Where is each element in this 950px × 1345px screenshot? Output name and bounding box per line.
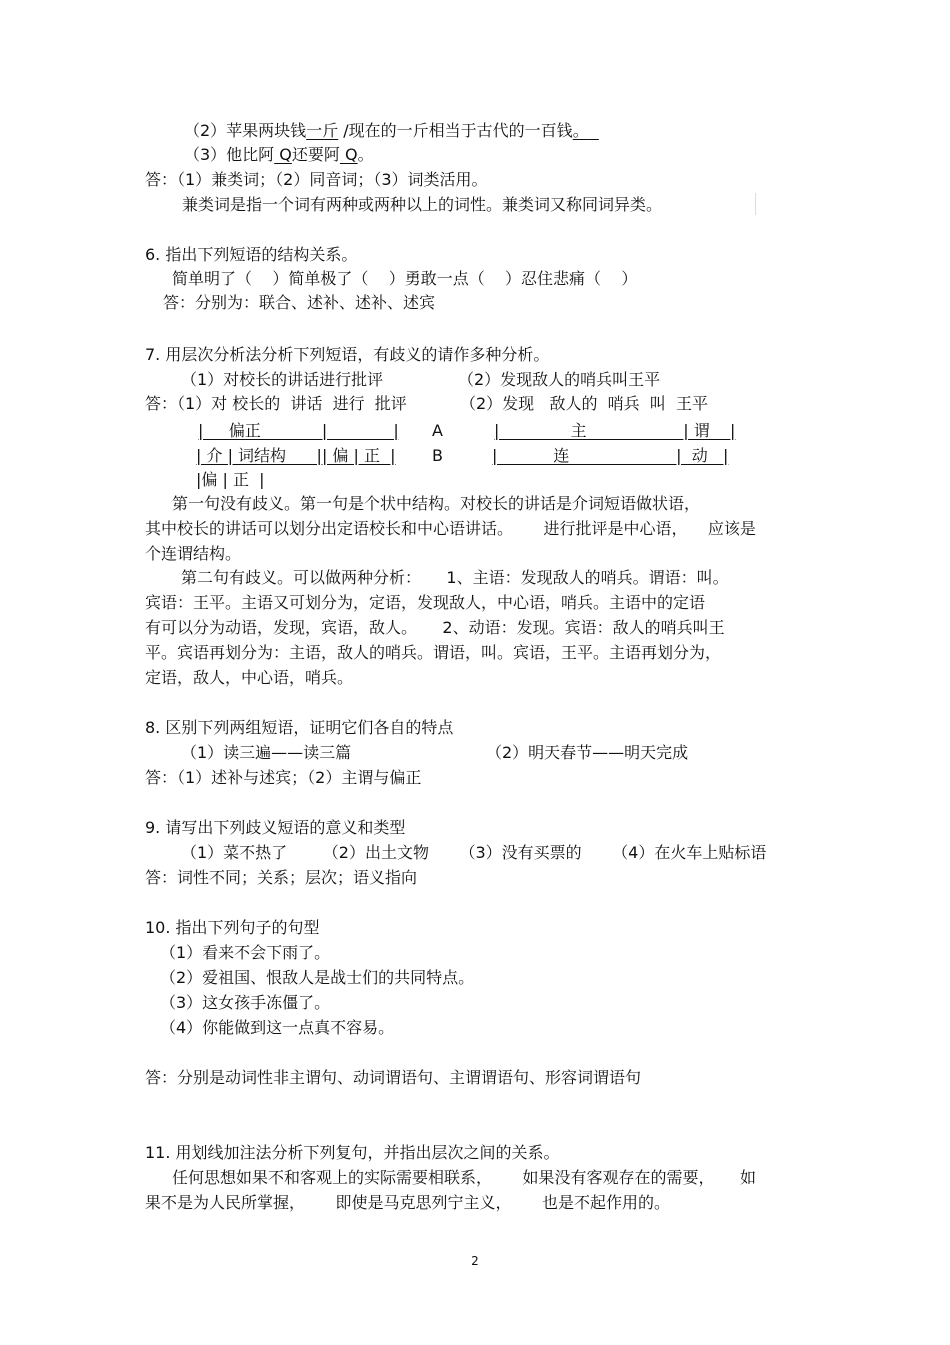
- q8-item-1: （1）读三遍——读三篇: [181, 743, 352, 762]
- q7-item-2: （2）发现敌人的哨兵叫王平: [458, 370, 661, 389]
- q8-item-2: （2）明天春节——明天完成: [486, 743, 689, 762]
- q10-item-1: （1）看来不会下雨了。: [160, 943, 331, 962]
- q9-items: （1）菜不热了 （2）出土文物 （3）没有买票的 （4）在火车上贴标语: [181, 843, 767, 862]
- q7-answer-2: （2）发现 敌人的 哨兵 叫 王平: [460, 394, 708, 413]
- q11-text-line1: 任何思想如果不和客观上的实际需要相联系， 如果没有客观存在的需要， 如: [172, 1168, 756, 1187]
- q8-title: 8. 区别下列两组短语，证明它们各自的特点: [145, 718, 454, 737]
- q7-para2-line2: 宾语：王平。主语又可划分为，定语，发现敌人，中心语，哨兵。主语中的定语: [145, 593, 706, 612]
- diagram-row1-mark: A: [432, 421, 443, 440]
- q7-para2-line1: 第二句有歧义。可以做两种分析： 1、主语：发现敌人的哨兵。谓语：叫。: [181, 568, 729, 587]
- q7-para2-line5: 定语，敌人，中心语，哨兵。: [145, 668, 354, 687]
- diagram-row3: |偏 | 正 |: [196, 470, 265, 489]
- q7-item-1: （1）对校长的讲话进行批评: [181, 370, 384, 389]
- q6-items: 简单明了（ ）简单极了（ ）勇敢一点（ ）忍住悲痛（ ）: [172, 269, 638, 288]
- diagram-row2-mark: B: [432, 446, 443, 465]
- q5-explanation: 兼类词是指一个词有两种或两种以上的词性。兼类词又称同词异类。: [182, 195, 663, 214]
- q7-para1-line1: 第一句没有歧义。第一句是个状中结构。对校长的讲话是介词短语做状语，: [172, 494, 701, 513]
- q10-item-2: （2）爱祖国、恨敌人是战士们的共同特点。: [160, 968, 475, 987]
- q6-title: 6. 指出下列短语的结构关系。: [145, 245, 358, 264]
- q8-answer: 答：（1）述补与述宾；（2）主谓与偏正: [145, 768, 422, 787]
- q7-para1-line3: 个连谓结构。: [145, 544, 242, 563]
- q11-title: 11. 用划线加注法分析下列复句，并指出层次之间的关系。: [145, 1143, 560, 1162]
- page-number: 2: [471, 1254, 479, 1268]
- diagram-row2-left: | 介 | 词结构 || 偏 | 正 |: [196, 446, 396, 465]
- q5-item-2: （2）苹果两块钱一斤 /现在的一斤相当于古代的一百钱。: [184, 121, 589, 140]
- diagram-row1-left: | 偏正 | |: [198, 421, 399, 440]
- q7-para1-line2: 其中校长的讲话可以划分出定语校长和中心语讲话。 进行批评是中心语， 应该是: [145, 519, 756, 538]
- q10-item-4: （4）你能做到这一点真不容易。: [160, 1018, 395, 1037]
- q7-para2-line3: 有可以分为动语，发现，宾语，敌人。 2、动语：发现。宾语：敌人的哨兵叫王: [145, 618, 725, 637]
- diagram-row1-right: | 主 | 谓 |: [494, 421, 736, 440]
- q5-item-3: （3）他比阿 Q还要阿 Q。: [184, 145, 374, 164]
- margin-divider: [755, 193, 756, 215]
- q9-answer: 答：词性不同；关系；层次；语义指向: [145, 868, 418, 887]
- q7-answer-1: 答：（1）对 校长的 讲话 进行 批评: [145, 394, 407, 413]
- q5-answer: 答：（1）兼类词；（2）同音词；（3）词类活用。: [145, 170, 488, 189]
- q7-para2-line4: 平。宾语再划分为：主语，敌人的哨兵。谓语，叫。宾语，王平。主语再划分为，: [145, 643, 722, 662]
- q7-title: 7. 用层次分析法分析下列短语，有歧义的请作多种分析。: [145, 345, 550, 364]
- diagram-row2-right: | 连 | 动 |: [492, 446, 729, 465]
- q10-answer: 答：分别是动词性非主谓句、动词谓语句、主谓谓语句、形容词谓语句: [145, 1068, 642, 1087]
- q10-title: 10. 指出下列句子的句型: [145, 918, 320, 937]
- q11-text-line2: 果不是为人民所掌握， 即使是马克思列宁主义， 也是不起作用的。: [145, 1193, 671, 1212]
- q6-answer: 答：分别为：联合、述补、述补、述宾: [163, 293, 436, 312]
- q9-title: 9. 请写出下列歧义短语的意义和类型: [145, 818, 406, 837]
- q10-item-3: （3）这女孩手冻僵了。: [160, 993, 331, 1012]
